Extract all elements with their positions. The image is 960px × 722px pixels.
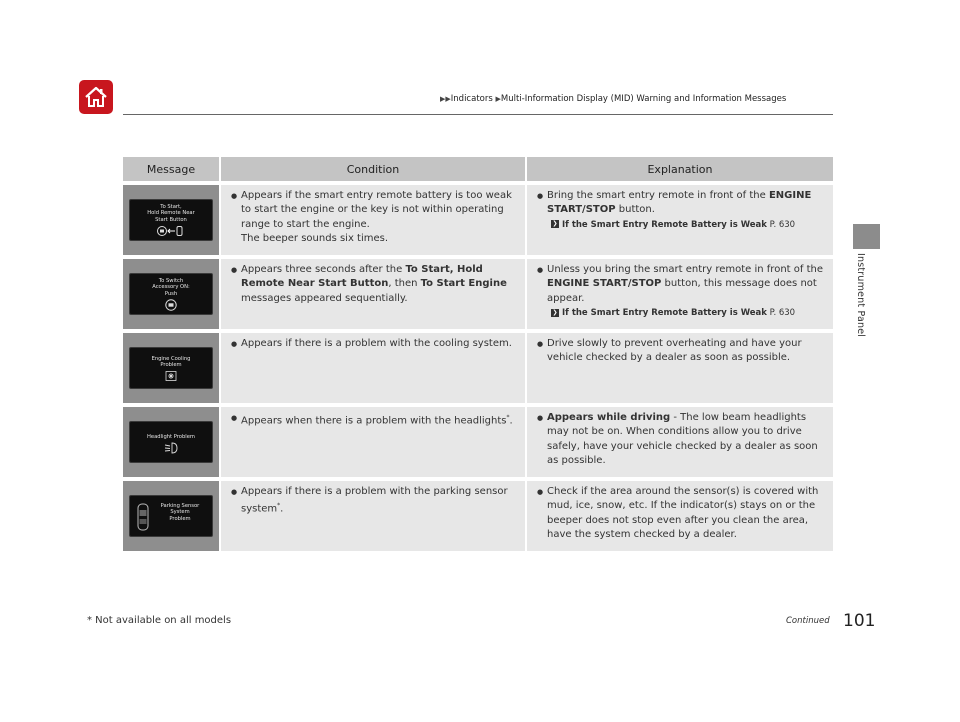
column-header-condition: Condition [221, 157, 527, 181]
explanation-text: ● Unless you bring the smart entry remote in front of the ENGINE START/STOP button, this message does not appear. [537, 263, 827, 306]
page-number: 101 [843, 611, 876, 631]
page-reference-link[interactable]: ❯ If the Smart Entry Remote Battery is Weak P. 630 [552, 219, 796, 230]
page-reference-link[interactable]: ❯ If the Smart Entry Remote Battery is Weak P. 630 [552, 308, 796, 319]
mid-screen-image [129, 273, 213, 315]
explanation-cell [527, 259, 833, 329]
condition-text: ● Appears when there is a problem with the headlights*. [231, 411, 519, 429]
condition-cell [221, 259, 527, 329]
condition-cell [221, 333, 527, 403]
screen-text: Problem [160, 362, 182, 369]
message-screen-cell [123, 481, 221, 551]
condition-text [231, 189, 519, 247]
breadcrumb-arrow-icon: ▶ [495, 95, 501, 103]
remote-to-button-icon [156, 225, 186, 237]
table-row [123, 407, 833, 477]
header-divider [123, 114, 833, 115]
continued-label: Continued [786, 616, 830, 626]
explanation-cell [527, 481, 833, 551]
breadcrumb-arrow-icon: ▶▶ [440, 95, 451, 103]
condition-text: ● Appears if there is a problem with the cooling system. [231, 337, 519, 351]
condition-text: ● Appears three seconds after the To Start, Hold Remote Near Start Button, then To Start Engine messages appeared sequentially. [231, 263, 519, 306]
table-row [123, 259, 833, 329]
table-row [123, 333, 833, 403]
section-label: Instrument Panel [855, 253, 866, 338]
message-screen-cell [123, 185, 221, 255]
start-button-icon [164, 299, 178, 311]
column-header-explanation: Explanation [527, 157, 833, 181]
section-tab[interactable] [853, 224, 880, 249]
screen-text: Parking Sensor [160, 503, 200, 509]
reference-arrow-icon: ❯ [552, 220, 558, 228]
explanation-text: ● Appears while driving - The low beam headlights may not be on. When conditions allow you to drive safely, have your vehicle checked by a dealer as soon as possible. [537, 411, 827, 469]
breadcrumb-item-mid-messages: Multi-Information Display (MID) Warning and Information Messages [500, 94, 787, 104]
screen-text: Hold Remote Near [147, 210, 195, 217]
table-header-row [123, 157, 833, 181]
explanation-text: ● Check if the area around the sensor(s) is covered with mud, ice, snow, etc. If the indicator(s) stays on or the beeper does not stop even after you clean the area, have the system checked by a dealer. [537, 485, 827, 543]
home-button[interactable] [79, 80, 113, 114]
screen-text: To Start, [160, 204, 182, 210]
screen-text: Push [164, 290, 178, 297]
screen-text: To Switch [158, 278, 184, 284]
footnote: * Not available on all models [87, 615, 232, 626]
column-header-message: Message [123, 157, 221, 181]
condition-cell [221, 407, 527, 477]
mid-screen-image [129, 421, 213, 463]
condition-text: ● Appears if there is a problem with the parking sensor system*. [231, 485, 519, 517]
screen-text: Start Button [155, 216, 187, 223]
screen-text: Engine Cooling [151, 356, 191, 362]
table-row [123, 481, 833, 551]
mid-screen-image [129, 347, 213, 389]
mid-screen-image [129, 495, 213, 537]
condition-line: The beeper sounds six times. [241, 233, 389, 245]
screen-text: System [170, 509, 190, 516]
explanation-text: ● Drive slowly to prevent overheating and have your vehicle checked by a dealer as soon as possible. [537, 337, 827, 366]
messages-table [123, 153, 833, 555]
message-screen-cell [123, 259, 221, 329]
explanation-cell [527, 407, 833, 477]
message-screen-cell [123, 333, 221, 403]
headlight-icon [164, 442, 178, 454]
condition-cell [221, 481, 527, 551]
reference-arrow-icon: ❯ [552, 308, 558, 316]
screen-text: Headlight Problem [147, 434, 195, 440]
mid-screen-image [129, 199, 213, 241]
table-row [123, 185, 833, 255]
explanation-text: ● Bring the smart entry remote in front of the ENGINE START/STOP button. [537, 189, 827, 218]
cooling-fan-icon [165, 371, 177, 381]
explanation-cell [527, 333, 833, 403]
condition-line: Appears if the smart entry remote battery is too weak to start the engine or the key is not within operating range to start the engine. [241, 190, 512, 230]
car-top-view-icon [136, 502, 150, 532]
condition-cell [221, 185, 527, 255]
screen-text: Problem [169, 515, 191, 522]
message-screen-cell [123, 407, 221, 477]
explanation-cell [527, 185, 833, 255]
home-icon [83, 85, 109, 109]
breadcrumb-item-indicators[interactable]: Indicators [450, 94, 493, 104]
screen-text: Accessory ON: [152, 284, 190, 291]
breadcrumb [440, 94, 786, 104]
